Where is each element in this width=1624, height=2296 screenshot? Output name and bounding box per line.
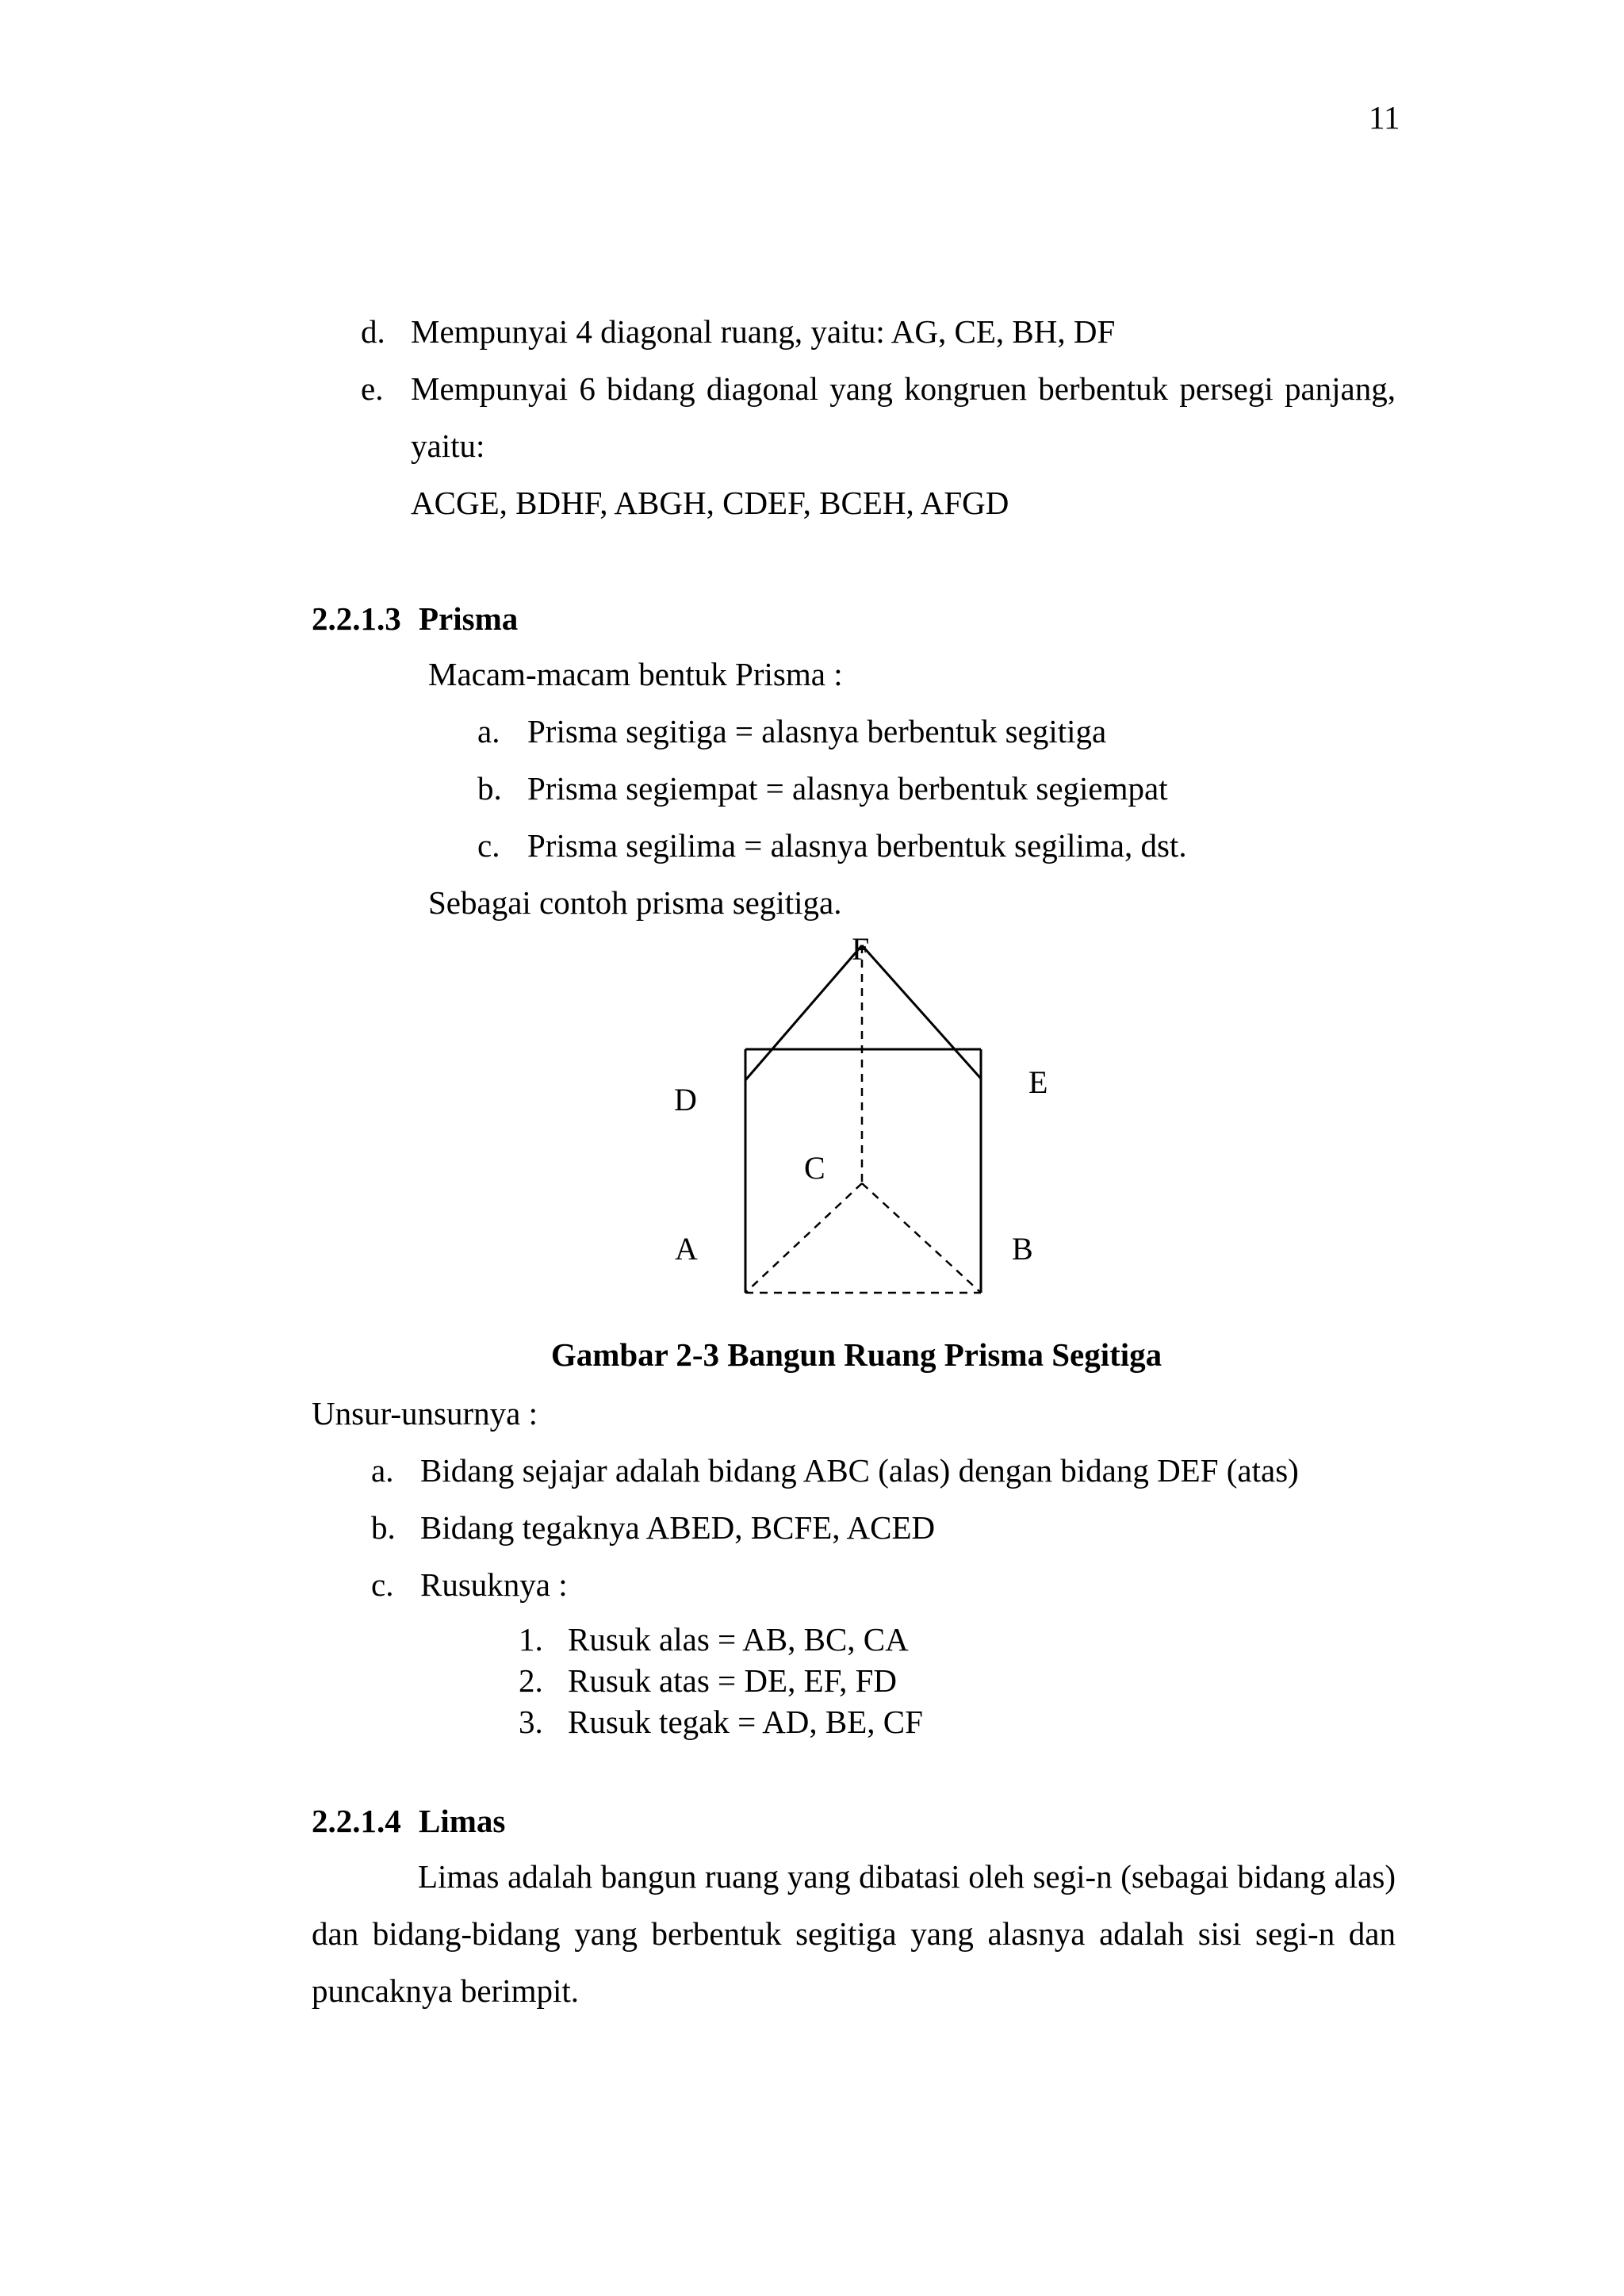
list-marker: c. (371, 1566, 394, 1603)
list-item-text: Mempunyai 4 diagonal ruang, yaitu: AG, CE, BH, DF (411, 313, 1116, 350)
vertex-label-f: F (852, 931, 870, 967)
vertex-label-e: E (1028, 1064, 1048, 1100)
list-item-text: Prisma segitiga = alasnya berbentuk segitiga (527, 713, 1107, 749)
edge-apex-left (745, 945, 862, 1080)
list-item-text-cont: yaitu: (411, 427, 485, 464)
edge-hidden-cb (862, 1183, 981, 1293)
list-marker: 1. (519, 1621, 543, 1658)
list-item-text: Bidang tegaknya ABED, BCFE, ACED (420, 1509, 936, 1546)
section-number: 2.2.1.3 (312, 600, 401, 637)
list-item-text: Rusuk atas = DE, EF, FD (568, 1662, 898, 1699)
vertex-label-c: C (804, 1150, 825, 1186)
list-item-text: Bidang sejajar adalah bidang ABC (alas) dengan bidang DEF (atas) (420, 1452, 1299, 1489)
vertex-label-d: D (674, 1082, 697, 1117)
edge-hidden-ca (745, 1183, 862, 1293)
limas-paragraph (312, 1848, 1396, 2019)
vertex-label-b: B (1012, 1231, 1033, 1267)
section-title: Prisma (419, 600, 519, 637)
list-item-text: Rusuk tegak = AD, BE, CF (568, 1704, 923, 1740)
section-title: Limas (419, 1803, 506, 1839)
limas-paragraph-text: Limas adalah bangun ruang yang dibatasi oleh segi-n (sebagai bidang alas) dan bidang-bidang yang berbentuk segitiga yang alasnya adalah sisi segi-n dan puncaknya berimpit. (312, 1858, 1396, 2009)
list-marker: d. (361, 313, 385, 350)
list-item-text: Prisma segilima = alasnya berbentuk segilima, dst. (527, 827, 1187, 864)
list-marker: 2. (519, 1662, 543, 1699)
page-number: 11 (1369, 99, 1400, 136)
list-marker: c. (477, 827, 500, 864)
intro-text: Macam-macam bentuk Prisma : (428, 656, 843, 692)
list-item-text: Prisma segiempat = alasnya berbentuk segiempat (527, 770, 1168, 807)
list-marker: b. (371, 1509, 396, 1546)
list-item-text: Mempunyai 6 bidang diagonal yang kongruen berbentuk persegi panjang, (411, 370, 1396, 407)
list-item-text: Rusuknya : (420, 1566, 568, 1603)
list-marker: a. (371, 1452, 394, 1489)
vertex-label-a: A (675, 1231, 698, 1267)
list-marker: b. (477, 770, 502, 807)
list-item-text: Rusuk alas = AB, BC, CA (568, 1621, 909, 1658)
edge-apex-right (862, 945, 981, 1079)
figure-caption: Gambar 2-3 Bangun Ruang Prisma Segitiga (550, 1336, 1162, 1373)
list-item-text-cont: ACGE, BDHF, ABGH, CDEF, BCEH, AFGD (411, 485, 1009, 521)
list-marker: a. (477, 713, 500, 749)
example-text: Sebagai contoh prisma segitiga. (428, 884, 842, 921)
section-number: 2.2.1.4 (312, 1803, 401, 1839)
unsur-title: Unsur-unsurnya : (312, 1395, 538, 1432)
list-marker: e. (361, 370, 384, 407)
list-marker: 3. (519, 1704, 543, 1740)
